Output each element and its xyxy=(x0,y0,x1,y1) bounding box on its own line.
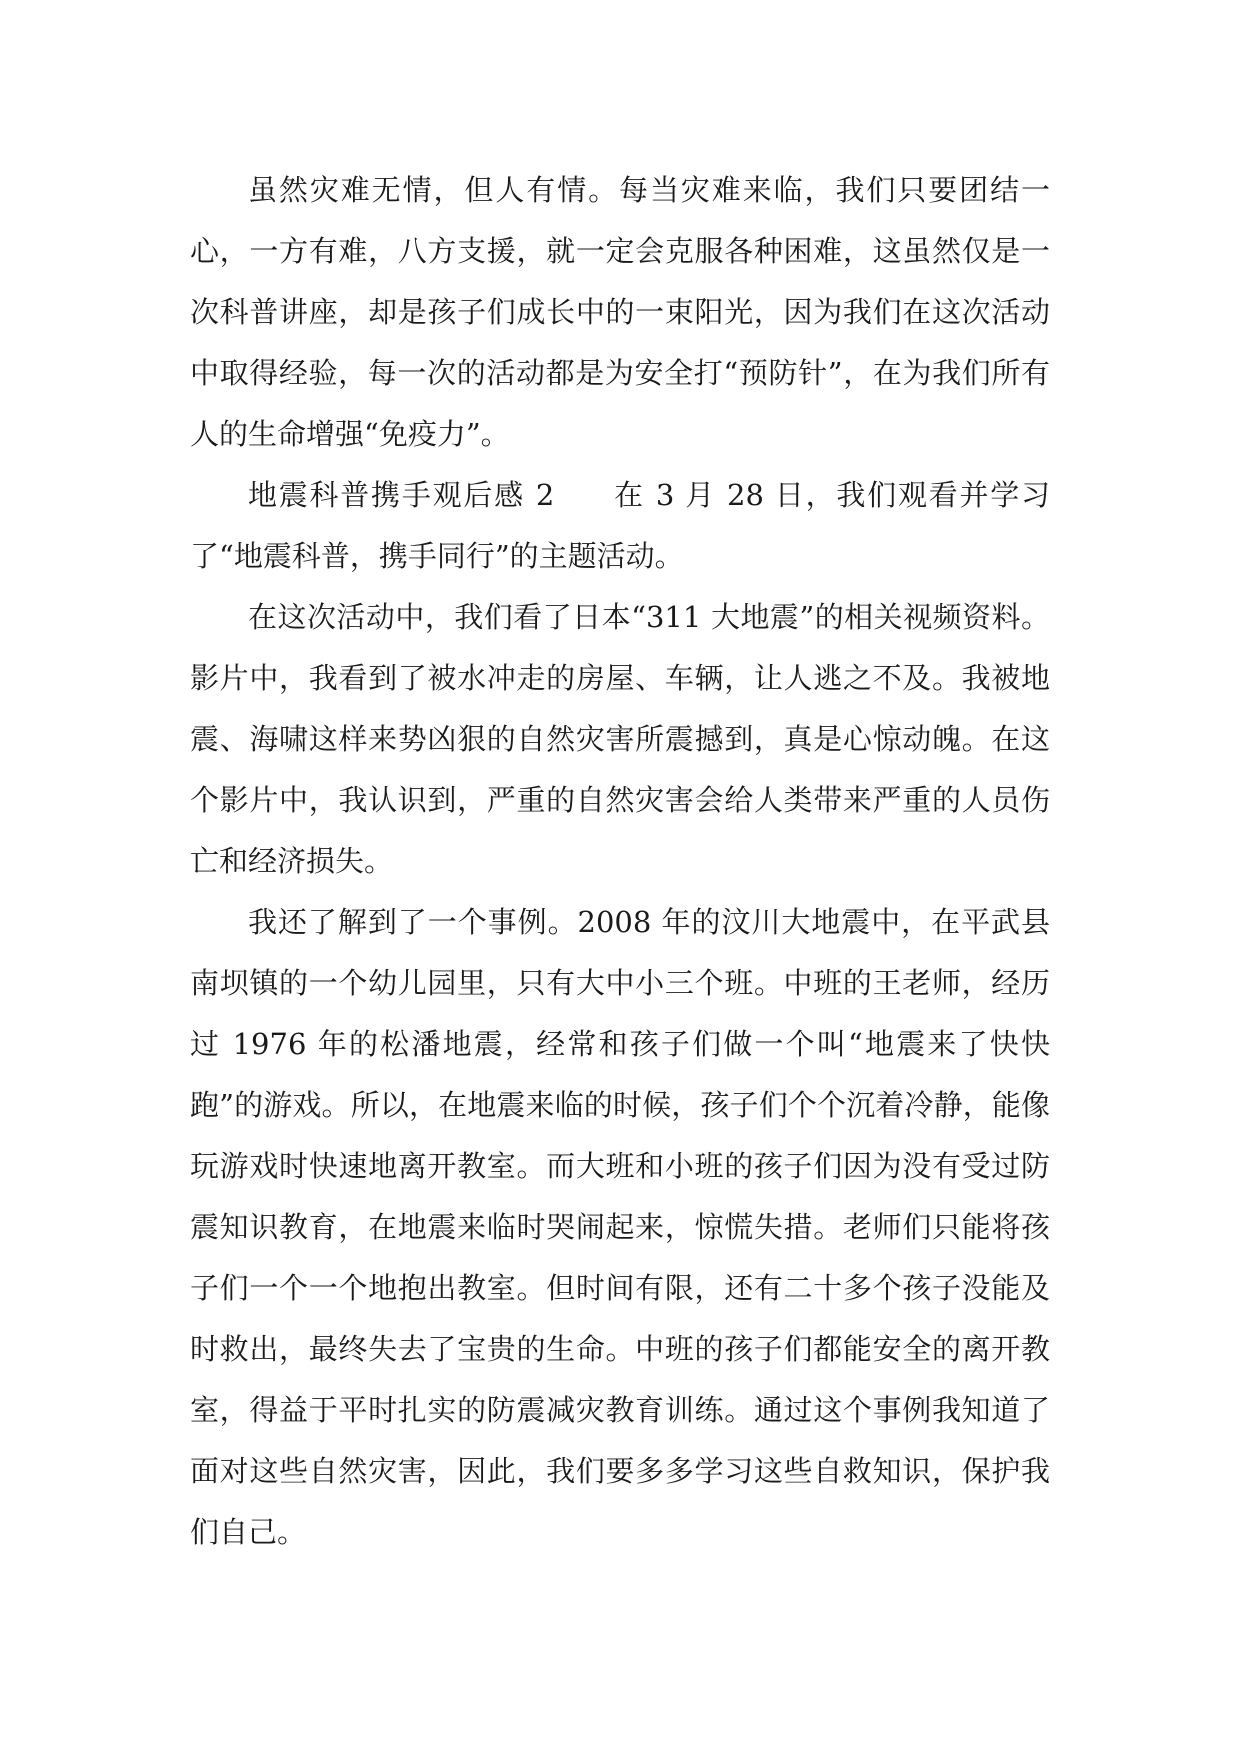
paragraph-2: 在 3 月 28 日，我们观看并学习了“地震科普，携手同行”的主题活动。 xyxy=(190,478,1050,573)
paragraph-4: 我还了解到了一个事例。2008 年的汶川大地震中，在平武县南坝镇的一个幼儿园里，只有大中小三个班。中班的王老师，经历过 1976 年的松潘地震，经常和孩子们做一个叫“地震来了快快跑”的游戏。所以，在地震来临的时候，孩子们个个沉着冷静，能像玩游戏时快速地离开教室。而大班和小班的孩子们因为没有受过防震知识教育，在地震来临时哭闹起来，惊慌失措。老师们只能将孩子们一个一个地抱出教室。但时间有限，还有二十多个孩子没能及时救出，最终失去了宝贵的生命。中班的孩子们都能安全的离开教室，得益于平时扎实的防震减灾教育训练。通过这个事例我知道了面对这些自然灾害，因此，我们要多多学习这些自救知识，保护我们自己。 xyxy=(190,905,1050,1549)
section-heading-paragraph xyxy=(190,465,1050,587)
section-title: 地震科普携手观后感 2 xyxy=(248,478,555,512)
paragraph-3: 在这次活动中，我们看了日本“311 大地震”的相关视频资料。影片中，我看到了被水冲走的房屋、车辆，让人逃之不及。我被地震、海啸这样来势凶狠的自然灾害所震撼到，真是心惊动魄。在这个影片中，我认识到，严重的自然灾害会给人类带来严重的人员伤亡和经济损失。 xyxy=(190,600,1050,878)
document-body xyxy=(190,160,1050,1563)
paragraph-1: 虽然灾难无情，但人有情。每当灾难来临，我们只要团结一心，一方有难，八方支援，就一定会克服各种困难，这虽然仅是一次科普讲座，却是孩子们成长中的一束阳光，因为我们在这次活动中取得经验，每一次的活动都是为安全打“预防针”，在为我们所有人的生命增强“免疫力”。 xyxy=(190,173,1050,451)
